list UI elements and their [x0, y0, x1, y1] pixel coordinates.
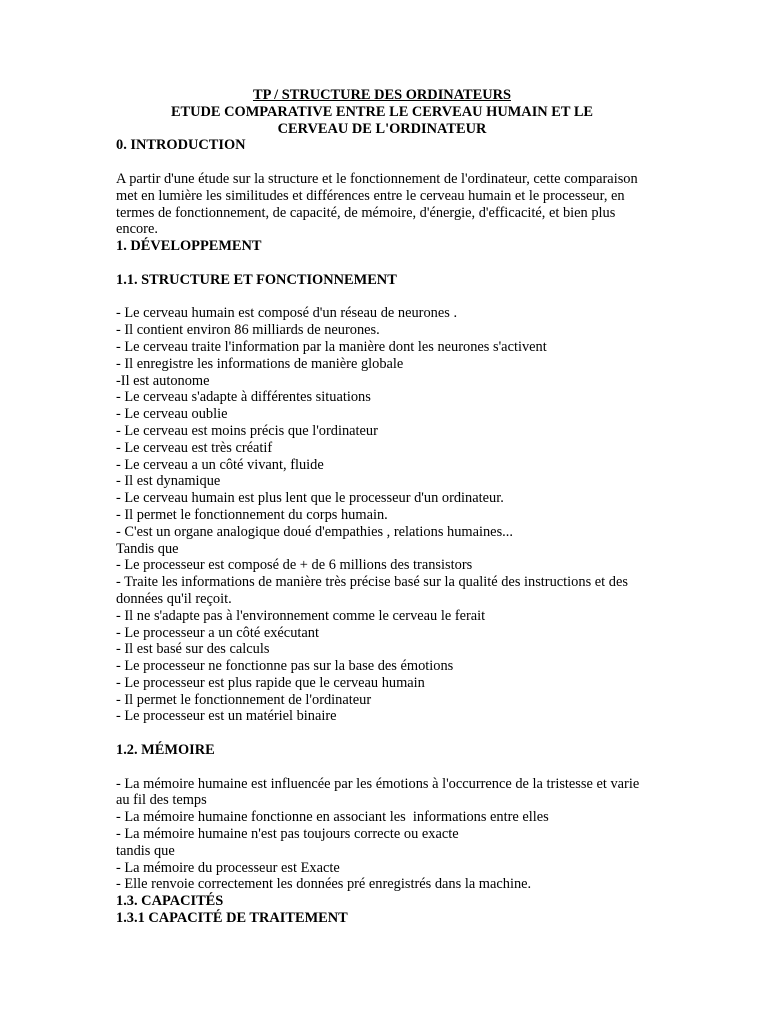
- spacer: [116, 725, 648, 742]
- memory-whereas: tandis que: [116, 842, 175, 859]
- list-item: - La mémoire humaine fonctionne en associant les informations entre elles: [116, 809, 549, 826]
- list-item: - Le processeur est un matériel binaire: [116, 708, 337, 725]
- structure-whereas: Tandis que: [116, 540, 179, 557]
- spacer: [116, 289, 648, 306]
- list-item: - Il permet le fonctionnement de l'ordinateur: [116, 691, 372, 708]
- list-item: - Le cerveau humain est plus lent que le processeur d'un ordinateur.: [116, 490, 504, 507]
- list-item: - Le cerveau traite l'information par la manière dont les neurones s'activent: [116, 338, 547, 355]
- list-item: - Il ne s'adapte pas à l'environnement comme le cerveau le ferait: [116, 607, 486, 624]
- list-item: - Le processeur est composé de + de 6 millions des transistors: [116, 557, 473, 574]
- capacities-heading: 1.3. CAPACITÉS: [116, 893, 224, 910]
- brain-memory-list: [116, 776, 648, 843]
- development-heading: 1. DÉVELOPPEMENT: [116, 238, 262, 255]
- intro-paragraph: A partir d'une étude sur la structure et le fonctionnement de l'ordinateur, cette comparaison met en lumière les similitudes et différences entre le cerveau humain et le processeur, en termes de fonctionnement, de capacité, de mémoire, d'énergie, d'efficacité, et bien plus encore.: [116, 170, 638, 238]
- list-item: - Le processeur ne fonctionne pas sur la base des émotions: [116, 658, 454, 675]
- list-item: - Il enregistre les informations de manière globale: [116, 355, 404, 372]
- list-item: - Il permet le fonctionnement du corps humain.: [116, 506, 388, 523]
- list-item: - Le cerveau est très créatif: [116, 439, 273, 456]
- list-item: - Traite les informations de manière très précise basé sur la qualité des instructions et des données qu'il reçoit.: [116, 574, 632, 607]
- spacer: [116, 759, 648, 776]
- list-item: - La mémoire du processeur est Exacte: [116, 859, 340, 876]
- structure-heading: 1.1. STRUCTURE ET FONCTIONNEMENT: [116, 271, 397, 288]
- document-page: [116, 87, 648, 927]
- list-item: - C'est un organe analogique doué d'empathies , relations humaines...: [116, 523, 513, 540]
- title-subtitle-line-2: CERVEAU DE L'ORDINATEUR: [277, 120, 487, 137]
- list-item: - Il est dynamique: [116, 473, 221, 490]
- memory-heading: 1.2. MÉMOIRE: [116, 742, 215, 759]
- list-item: - Il est basé sur des calculs: [116, 641, 270, 658]
- spacer: [116, 255, 648, 272]
- document-title: [116, 87, 648, 137]
- list-item: - Le processeur est plus rapide que le cerveau humain: [116, 674, 425, 691]
- list-item: - Le cerveau oublie: [116, 406, 228, 423]
- brain-structure-list: [116, 305, 648, 540]
- spacer: [116, 154, 648, 171]
- list-item: - Le cerveau est moins précis que l'ordinateur: [116, 422, 378, 439]
- intro-heading: 0. INTRODUCTION: [116, 137, 246, 154]
- list-item: -Il est autonome: [116, 372, 210, 389]
- cpu-memory-list: [116, 860, 648, 894]
- title-main: TP / STRUCTURE DES ORDINATEURS: [252, 87, 512, 103]
- cpu-structure-list: [116, 557, 648, 725]
- list-item: - Le cerveau s'adapte à différentes situations: [116, 389, 371, 406]
- list-item: - Il contient environ 86 milliards de neurones.: [116, 322, 380, 339]
- list-item: - Elle renvoie correctement les données pré enregistrés dans la machine.: [116, 876, 532, 893]
- title-subtitle-line-1: ETUDE COMPARATIVE ENTRE LE CERVEAU HUMAIN ET LE: [170, 103, 594, 120]
- list-item: - Le cerveau a un côté vivant, fluide: [116, 456, 324, 473]
- processing-capacity-heading: 1.3.1 CAPACITÉ DE TRAITEMENT: [116, 910, 348, 927]
- list-item: - Le cerveau humain est composé d'un réseau de neurones .: [116, 305, 458, 322]
- list-item: - Le processeur a un côté exécutant: [116, 624, 319, 641]
- list-item: - La mémoire humaine est influencée par les émotions à l'occurrence de la tristesse et varie au fil des temps: [116, 775, 643, 809]
- list-item: - La mémoire humaine n'est pas toujours correcte ou exacte: [116, 826, 459, 843]
